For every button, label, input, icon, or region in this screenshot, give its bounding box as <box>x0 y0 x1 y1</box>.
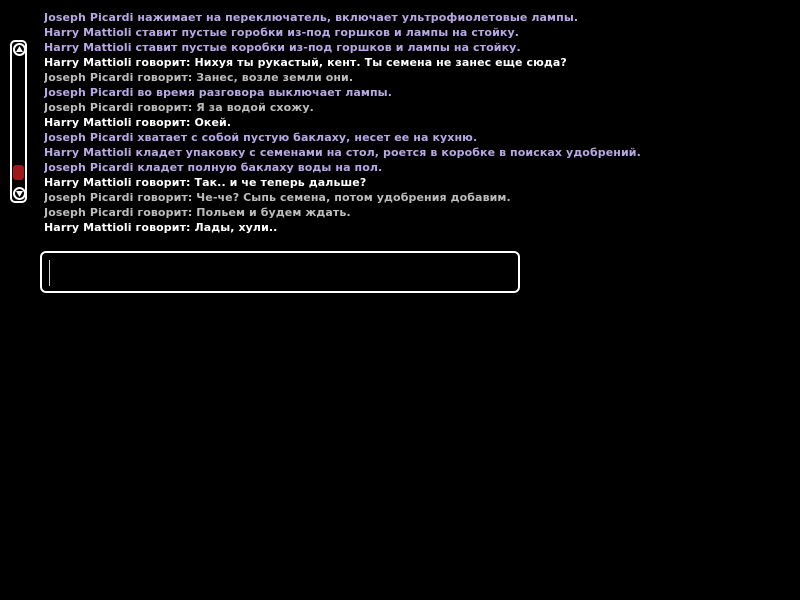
arrow-up-icon <box>15 45 24 54</box>
arrow-down-icon <box>15 189 24 198</box>
chat-log <box>44 10 784 240</box>
chat-line: Harry Mattioli ставит пустые коробки из-под горшков и лампы на стойку. <box>44 41 521 54</box>
chat-input[interactable] <box>48 257 510 287</box>
chat-line: Harry Mattioli ставит пустые горобки из-под горшков и лампы на стойку. <box>44 26 519 39</box>
chat-line: Joseph Picardi говорит: Занес, возле земли они. <box>44 71 354 84</box>
chat-line: Harry Mattioli кладет упаковку с семенами на стол, роется в коробке в поисках удобрений. <box>44 146 641 159</box>
chat-line: Joseph Picardi говорит: Я за водой схожу. <box>44 101 314 114</box>
chat-line: Joseph Picardi во время разговора выключает лампы. <box>44 86 392 99</box>
chat-line: Joseph Picardi кладет полную баклаху воды на пол. <box>44 161 383 174</box>
chat-line: Joseph Picardi говорит: Че-че? Сыпь семена, потом удобрения добавим. <box>44 191 511 204</box>
chat-line: Joseph Picardi хватает с собой пустую баклаху, несет ее на кухню. <box>44 131 478 144</box>
chat-scrollbar[interactable] <box>10 40 27 203</box>
scroll-thumb[interactable] <box>13 165 24 180</box>
chat-line: Harry Mattioli говорит: Так.. и че теперь дальше? <box>44 176 367 189</box>
chat-input-box[interactable] <box>40 251 520 293</box>
scroll-up-button[interactable] <box>13 43 26 56</box>
scroll-down-button[interactable] <box>13 187 26 200</box>
chat-line: Harry Mattioli говорит: Нихуя ты рукастый, кент. Ты семена не занес еще сюда? <box>44 56 567 69</box>
text-caret <box>49 260 50 286</box>
chat-line: Joseph Picardi нажимает на переключатель, включает ультрофиолетовые лампы. <box>44 11 579 24</box>
chat-line: Harry Mattioli говорит: Лады, хули.. <box>44 221 278 234</box>
chat-line: Harry Mattioli говорит: Окей. <box>44 116 232 129</box>
chat-line: Joseph Picardi говорит: Польем и будем ждать. <box>44 206 351 219</box>
